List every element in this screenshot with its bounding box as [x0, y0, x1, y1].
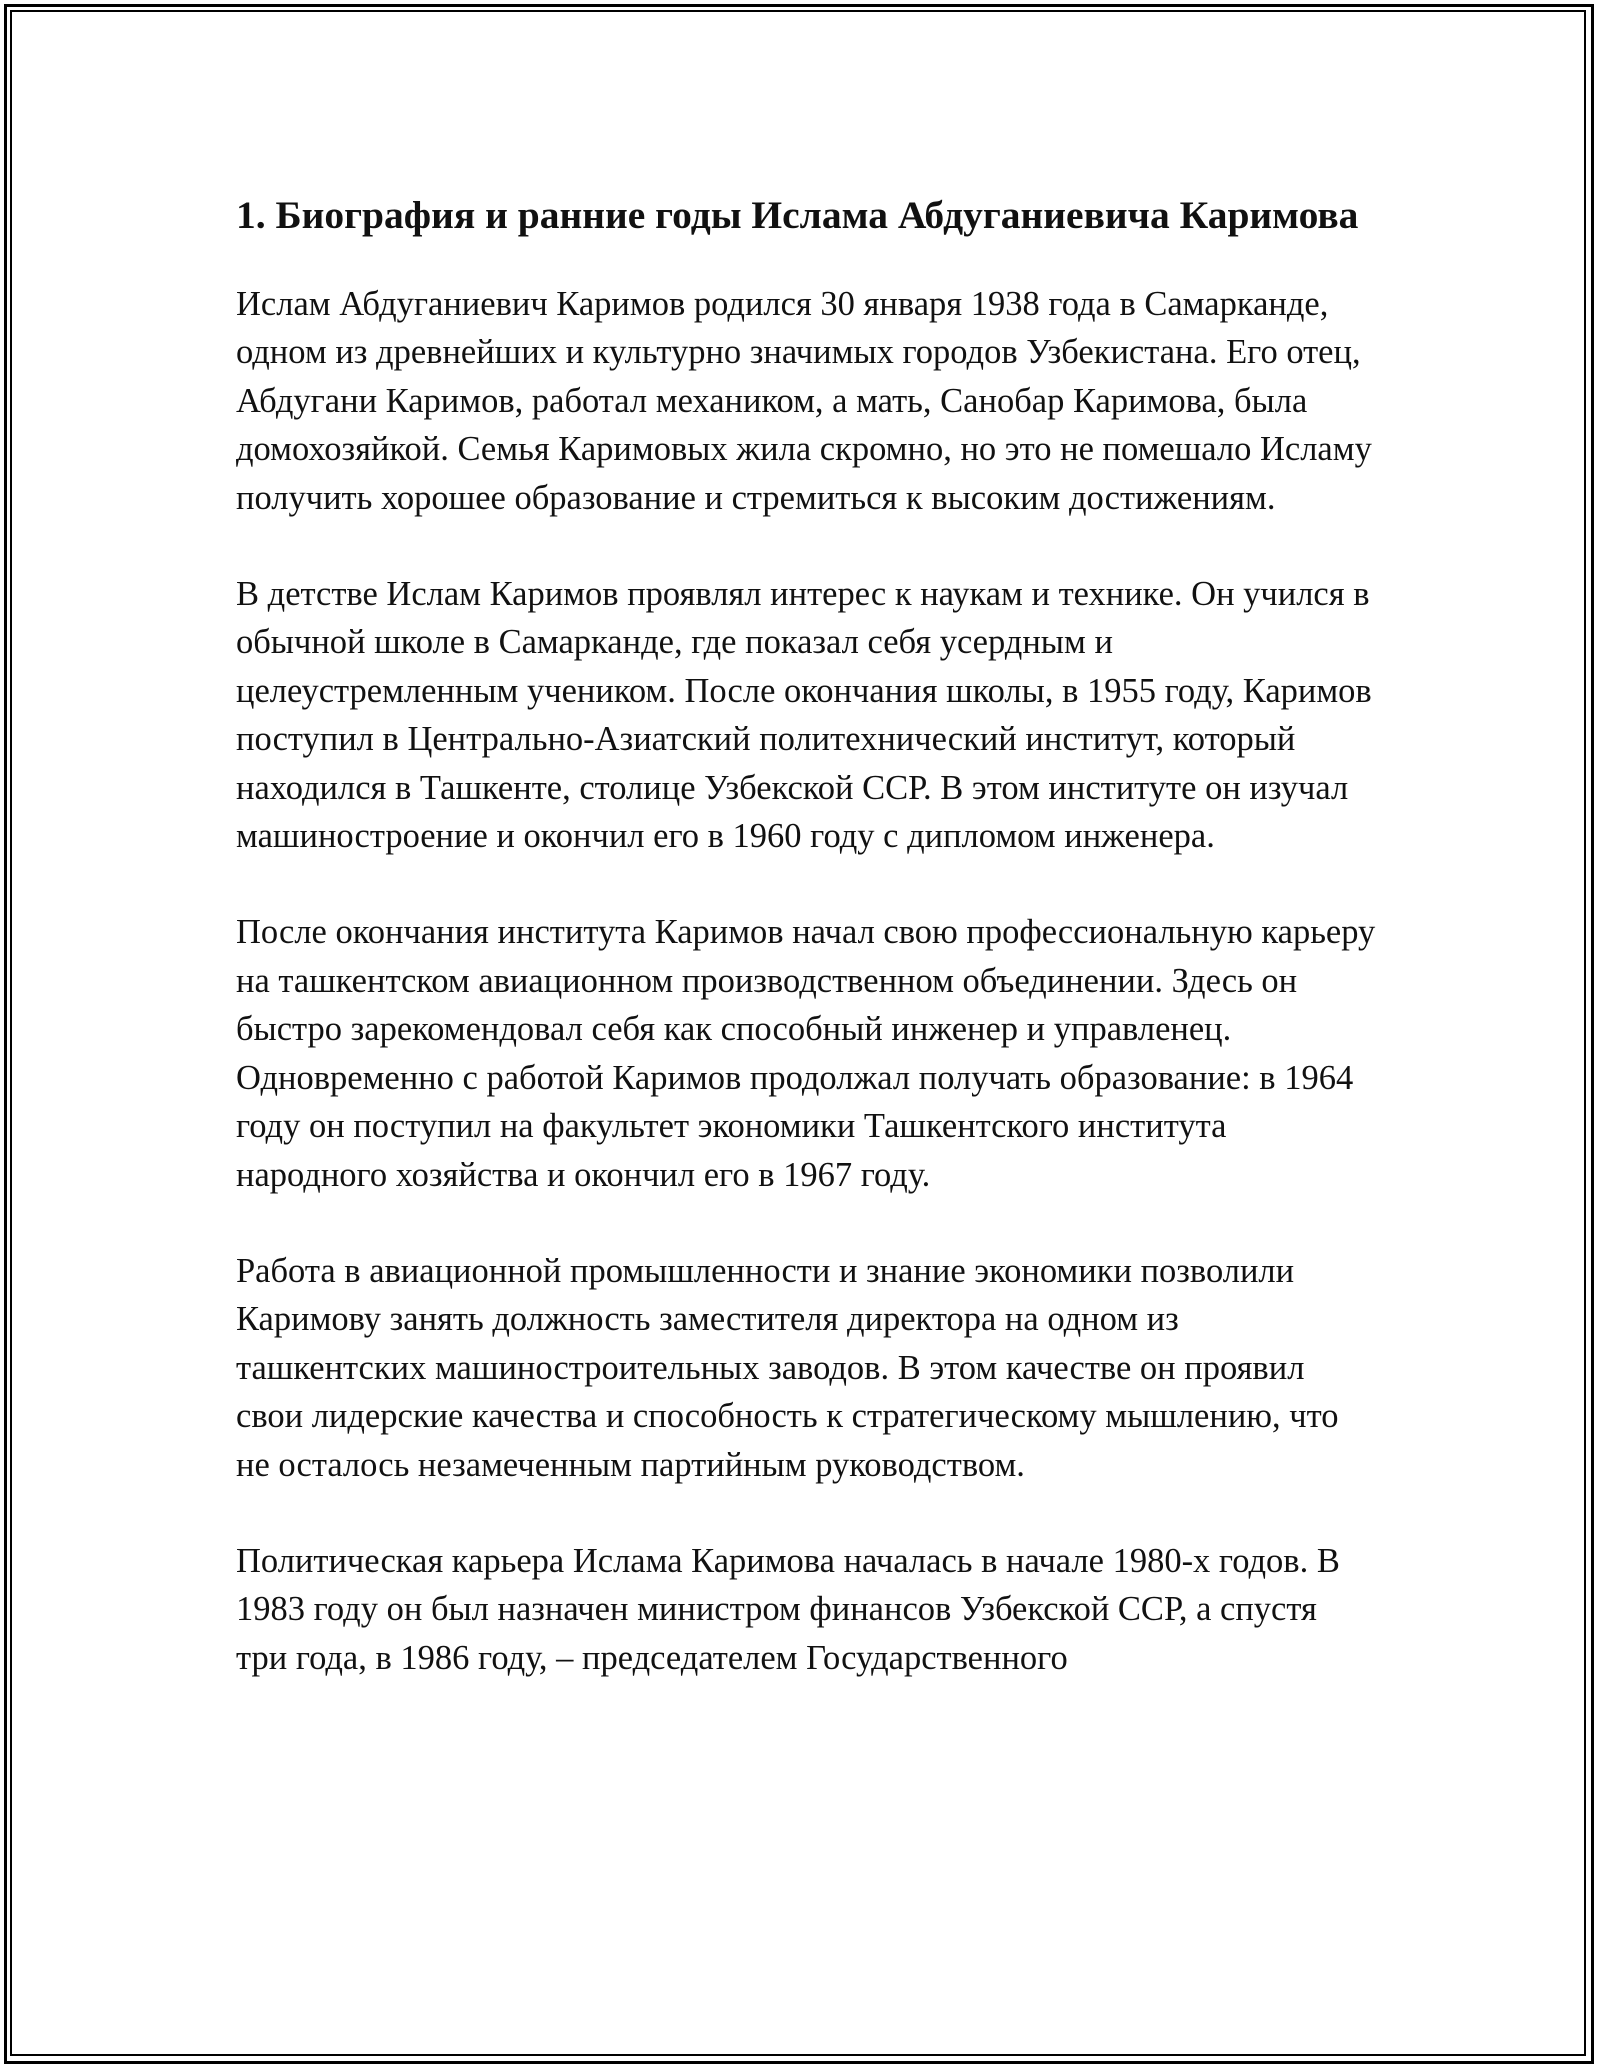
- section-heading: 1. Биография и ранние годы Ислама Абдуганиевича Каримова: [236, 193, 1359, 237]
- paragraph-1: Ислам Абдуганиевич Каримов родился 30 января 1938 года в Самарканде, одном из древнейших и культурно значимых городов Узбекистана. Его отец, Абдугани Каримов, работал механиком, а мать, Санобар Каримова, была домохозяйкой. Семья Каримовых жила скромно, но это не помешало Исламу получить хорошее образование и стремиться к высоким достижениям.: [236, 285, 1372, 517]
- paragraph-5: Политическая карьера Ислама Каримова началась в начале 1980-х годов. В 1983 году он был назначен министром финансов Узбекской ССР, а спустя три года, в 1986 году, – председателем Государственного: [236, 1541, 1340, 1677]
- paragraph-4: Работа в авиационной промышленности и знание экономики позволили Каримову занять должность заместителя директора на одном из ташкентских машиностроительных заводов. В этом качестве он проявил свои лидерские качества и способность к стратегическому мышлению, что не осталось незамеченным партийным руководством.: [236, 1251, 1339, 1484]
- document-body: [236, 188, 1376, 1730]
- paragraph-2: В детстве Ислам Каримов проявлял интерес к наукам и технике. Он учился в обычной школе в Самарканде, где показал себя усердным и целеустремленным учеником. После окончания школы, в 1955 году, Каримов поступил в Центрально-Азиатский политехнический институт, который находился в Ташкенте, столице Узбекской ССР. В этом институте он изучал машиностроение и окончил его в 1960 году с дипломом инженера.: [236, 575, 1372, 856]
- paragraph-3: После окончания института Каримов начал свою профессиональную карьеру на ташкентском авиационном производственном объединении. Здесь он быстро зарекомендовал себя как способный инженер и управленец. Одновременно с работой Каримов продолжал получать образование: в 1964 году он поступил на факультет экономики Ташкентского института народного хозяйства и окончил его в 1967 году.: [236, 913, 1376, 1194]
